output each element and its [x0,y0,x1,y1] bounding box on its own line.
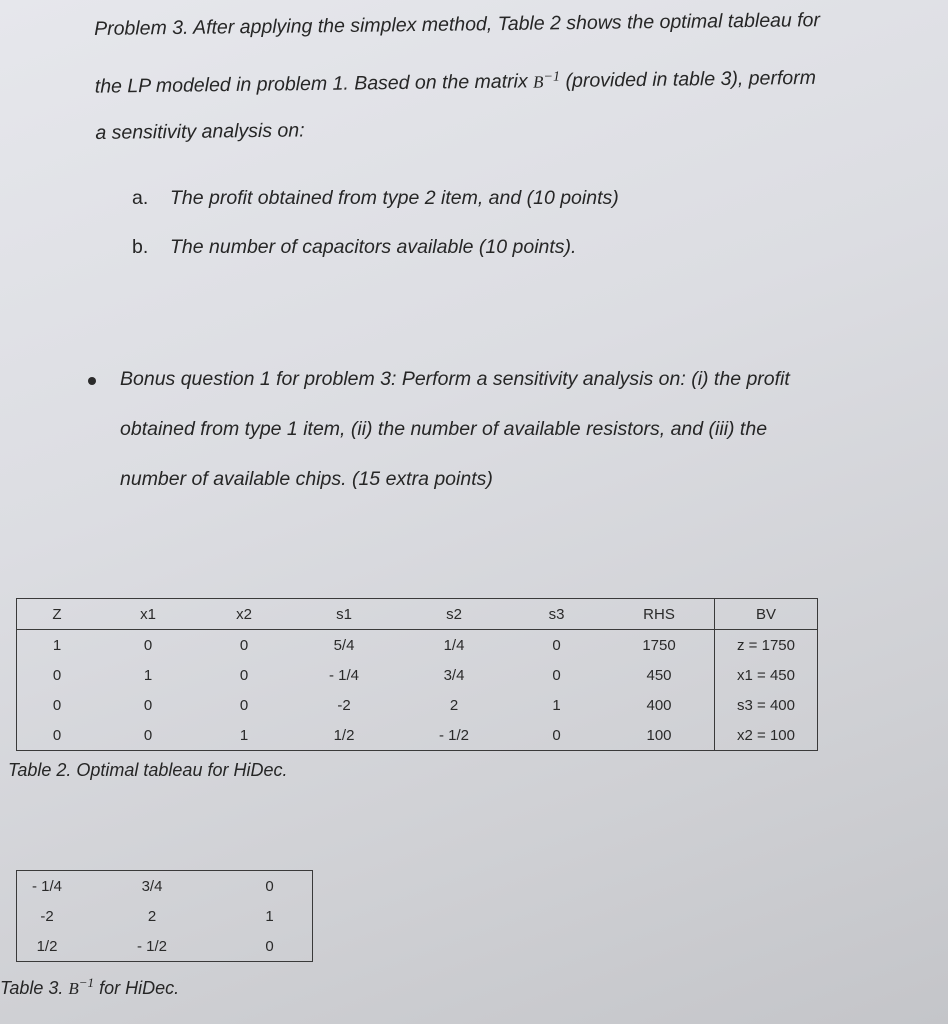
table-header-cell: RHS [604,599,715,630]
table-cell: 0 [143,726,153,744]
table-cell: 3/4 [443,666,465,684]
table-cell: s3 = 400 [715,690,818,720]
table-row [17,720,818,751]
table-cell: 0 [52,696,62,714]
table-cell: - 1/2 [438,726,469,744]
table-cell: 2 [147,907,157,925]
table-cell: 1750 [642,636,676,654]
matrix-b-symbol: B [68,979,79,998]
table-cell: 5/4 [333,636,355,654]
table-row [17,901,313,931]
table-cell: x1 = 450 [715,660,818,690]
caption-text: Table 3. [0,978,69,998]
table-cell: -2 [337,696,351,714]
table-header-cell: x1 [97,599,199,630]
table-cell: 1 [239,726,249,744]
table-cell: -2 [40,907,54,925]
table-cell: 1/4 [443,636,465,654]
problem-line-2 [95,65,816,98]
list-marker: a. [132,187,149,209]
table-cell: 1 [265,907,274,925]
bonus-line-2: obtained from type 1 item, (ii) the number of available resistors, and (iii) the [120,418,768,440]
optimal-tableau-table [16,598,818,751]
table-header-cell: s2 [399,599,509,630]
bonus-line-3: number of available chips. (15 extra points) [120,468,493,490]
problem-line-2-text: the LP modeled in problem 1. Based on the matrix [94,70,534,98]
table-cell: z = 1750 [715,630,818,661]
table-2-caption: Table 2. Optimal tableau for HiDec. [8,760,288,780]
table-cell: 0 [52,666,62,684]
problem-line-3: a sensitivity analysis on: [95,119,305,144]
table-cell: 0 [52,726,62,744]
caption-text-tail: for HiDec. [94,978,180,998]
table-row [17,931,313,962]
table-cell: 1 [552,696,561,714]
table-header-row [17,599,818,630]
table-cell: 0 [239,636,249,654]
table-cell: 1/2 [333,726,355,744]
table-row [17,690,818,720]
inverse-matrix-symbol [532,68,561,92]
problem-line-2-tail: (provided in table 3), perform [559,66,817,92]
table-cell: 1 [52,636,62,654]
table-header-cell: BV [715,599,818,630]
table-cell: 0 [239,696,249,714]
bullet-icon [88,377,96,385]
table-cell: 1/2 [36,937,58,955]
list-item-text: The profit obtained from type 2 item, and (10 points) [170,187,619,209]
table-cell: 0 [265,877,274,895]
list-item-text: The number of capacitors available (10 points). [170,236,577,258]
inverse-matrix-table [16,870,313,962]
table-cell: x2 = 100 [715,720,818,751]
table-header-cell: x2 [199,599,289,630]
bonus-line-1: Bonus question 1 for problem 3: Perform a sensitivity analysis on: (i) the profit [120,368,790,390]
matrix-b-symbol: B [532,72,544,92]
table-cell: 0 [265,937,274,955]
table-3-caption [0,975,179,999]
inverse-superscript: −1 [543,68,561,85]
table-cell: - 1/4 [328,666,359,684]
inverse-superscript: −1 [78,975,95,990]
table-row [17,630,818,661]
problem-line-1: Problem 3. After applying the simplex method, Table 2 shows the optimal tableau for [94,9,821,40]
table-header-cell: Z [17,599,98,630]
table-cell: 0 [143,636,153,654]
table-cell: 400 [646,696,672,714]
table-row [17,871,313,902]
list-marker: b. [132,236,149,258]
table-header-cell: s1 [289,599,399,630]
table-cell: 0 [552,636,561,654]
table-cell: 2 [449,696,459,714]
table-cell: 0 [239,666,249,684]
table-cell: - 1/2 [136,937,167,955]
table-cell: - 1/4 [31,877,62,895]
table-cell: 3/4 [141,877,163,895]
table-cell: 450 [646,666,672,684]
table-header-cell: s3 [509,599,604,630]
table-row [17,660,818,690]
table-cell: 0 [143,696,153,714]
table-cell: 0 [552,726,561,744]
table-cell: 0 [552,666,561,684]
table-cell: 100 [646,726,672,744]
table-cell: 1 [143,666,153,684]
